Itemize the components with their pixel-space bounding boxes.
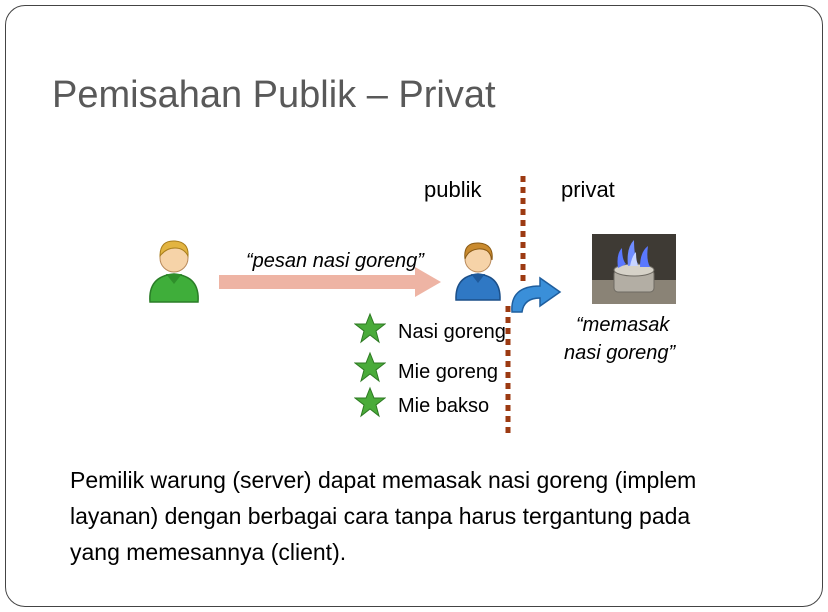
stove-flame-icon bbox=[592, 234, 676, 304]
cook-quote-line1: “memasak bbox=[576, 314, 670, 336]
client-person-icon bbox=[142, 236, 206, 304]
slide bbox=[5, 5, 823, 607]
cook-quote-line2: nasi goreng” bbox=[564, 342, 676, 364]
star-icon bbox=[354, 312, 386, 344]
menu-item: Nasi goreng bbox=[398, 321, 506, 343]
menu-item: Mie goreng bbox=[398, 361, 499, 383]
private-label: privat bbox=[561, 177, 615, 202]
order-quote: “pesan nasi goreng” bbox=[246, 250, 424, 272]
slide-title: Pemisahan Publik – Privat bbox=[52, 74, 496, 116]
server-person-icon bbox=[450, 238, 506, 302]
star-icon bbox=[354, 351, 386, 383]
paragraph-line: yang memesannya (client). bbox=[70, 539, 347, 565]
paragraph-line: Pemilik warung (server) dapat memasak nasi goreng (implem bbox=[70, 467, 697, 493]
refresh-arrow-icon bbox=[506, 276, 566, 318]
explanation-paragraph bbox=[70, 462, 823, 570]
paragraph-line: layanan) dengan berbagai cara tanpa harus tergantung pada bbox=[70, 503, 691, 529]
public-label: publik bbox=[424, 177, 482, 202]
star-icon bbox=[354, 386, 386, 418]
menu-item: Mie bakso bbox=[398, 395, 490, 417]
divider-top bbox=[518, 176, 528, 281]
